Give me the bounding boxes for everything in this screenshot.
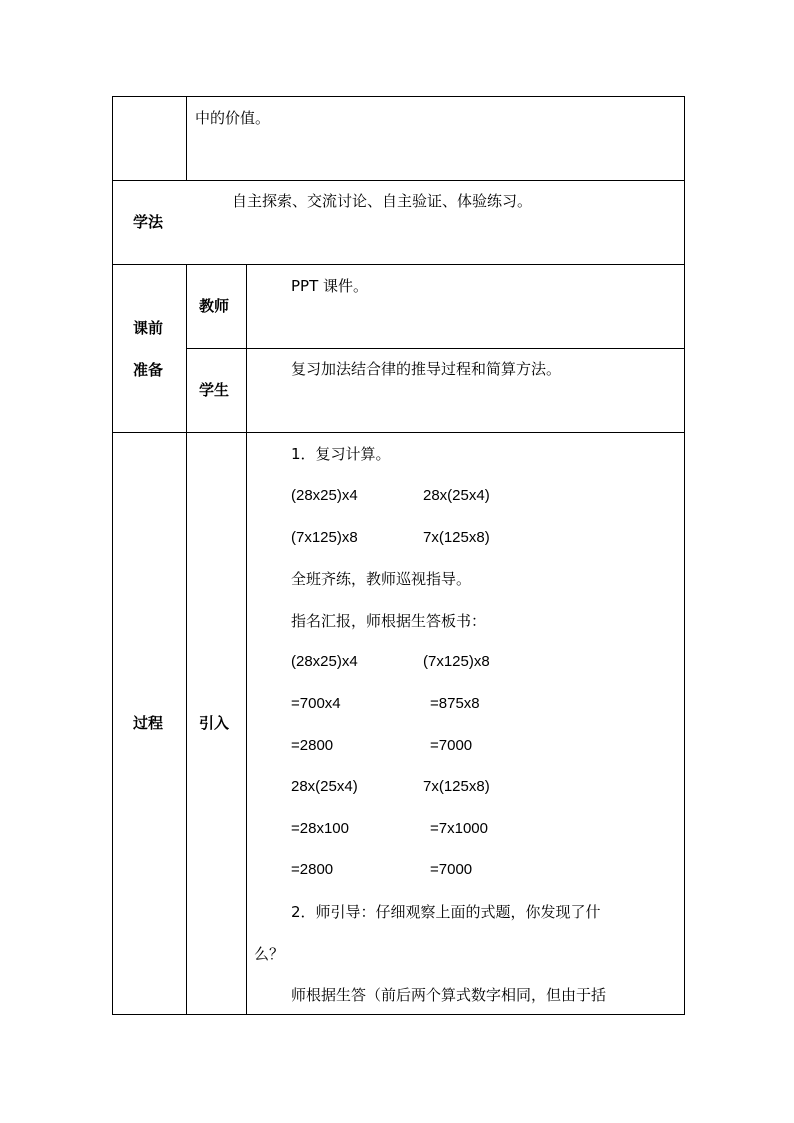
line-review: 1．复习计算。 bbox=[291, 445, 391, 463]
expr-2b: 7x(125x8) bbox=[423, 529, 490, 546]
calc-2a: =700x4 bbox=[291, 695, 341, 712]
prep-label-line1: 课前 bbox=[133, 319, 164, 337]
calc-1a: (28x25)x4 bbox=[291, 653, 358, 670]
line-guide-question: 2．师引导：仔细观察上面的式题，你发现了什 bbox=[291, 903, 601, 921]
table-border-bottom bbox=[112, 1014, 685, 1015]
intro-label: 引入 bbox=[199, 714, 230, 732]
xuefa-text: 自主探索、交流讨论、自主验证、体验练习。 bbox=[232, 192, 533, 210]
calc-4b: 7x(125x8) bbox=[423, 778, 490, 795]
calc-6b: =7000 bbox=[430, 861, 473, 878]
expr-1a: (28x25)x4 bbox=[291, 487, 358, 504]
teacher-label: 教师 bbox=[199, 297, 230, 315]
table-border-right bbox=[684, 96, 685, 1015]
continuation-text: 中的价值。 bbox=[195, 109, 271, 127]
xuefa-label: 学法 bbox=[133, 213, 164, 231]
prep-label-line2: 准备 bbox=[133, 361, 164, 379]
row-divider-3 bbox=[112, 432, 685, 433]
column-divider-1b bbox=[186, 264, 187, 1015]
student-label: 学生 bbox=[199, 381, 230, 399]
table-border-left bbox=[112, 96, 113, 1015]
expr-2a: (7x125)x8 bbox=[291, 529, 358, 546]
row-divider-prep-inner bbox=[186, 348, 685, 349]
calc-6a: =2800 bbox=[291, 861, 334, 878]
line-teacher-answer: 师根据生答（前后两个算式数字相同，但由于括 bbox=[291, 986, 607, 1004]
column-divider-1 bbox=[186, 96, 187, 181]
calc-5b: =7x1000 bbox=[430, 820, 488, 837]
line-guide-question-cont: 么？ bbox=[254, 945, 285, 963]
line-report: 指名汇报，师根据生答板书： bbox=[291, 612, 487, 630]
calc-4a: 28x(25x4) bbox=[291, 778, 358, 795]
calc-3a: =2800 bbox=[291, 737, 334, 754]
column-divider-2 bbox=[246, 264, 247, 1015]
teacher-text: PPT 课件。 bbox=[291, 277, 369, 295]
calc-5a: =28x100 bbox=[291, 820, 349, 837]
calc-2b: =875x8 bbox=[430, 695, 480, 712]
row-divider-2 bbox=[112, 264, 685, 265]
table-border-top bbox=[112, 96, 685, 97]
row-divider-1 bbox=[112, 180, 685, 181]
line-class-practice: 全班齐练，教师巡视指导。 bbox=[291, 570, 472, 588]
student-text: 复习加法结合律的推导过程和简算方法。 bbox=[291, 360, 562, 378]
process-label: 过程 bbox=[133, 714, 164, 732]
calc-1b: (7x125)x8 bbox=[423, 653, 490, 670]
expr-1b: 28x(25x4) bbox=[423, 487, 490, 504]
calc-3b: =7000 bbox=[430, 737, 473, 754]
